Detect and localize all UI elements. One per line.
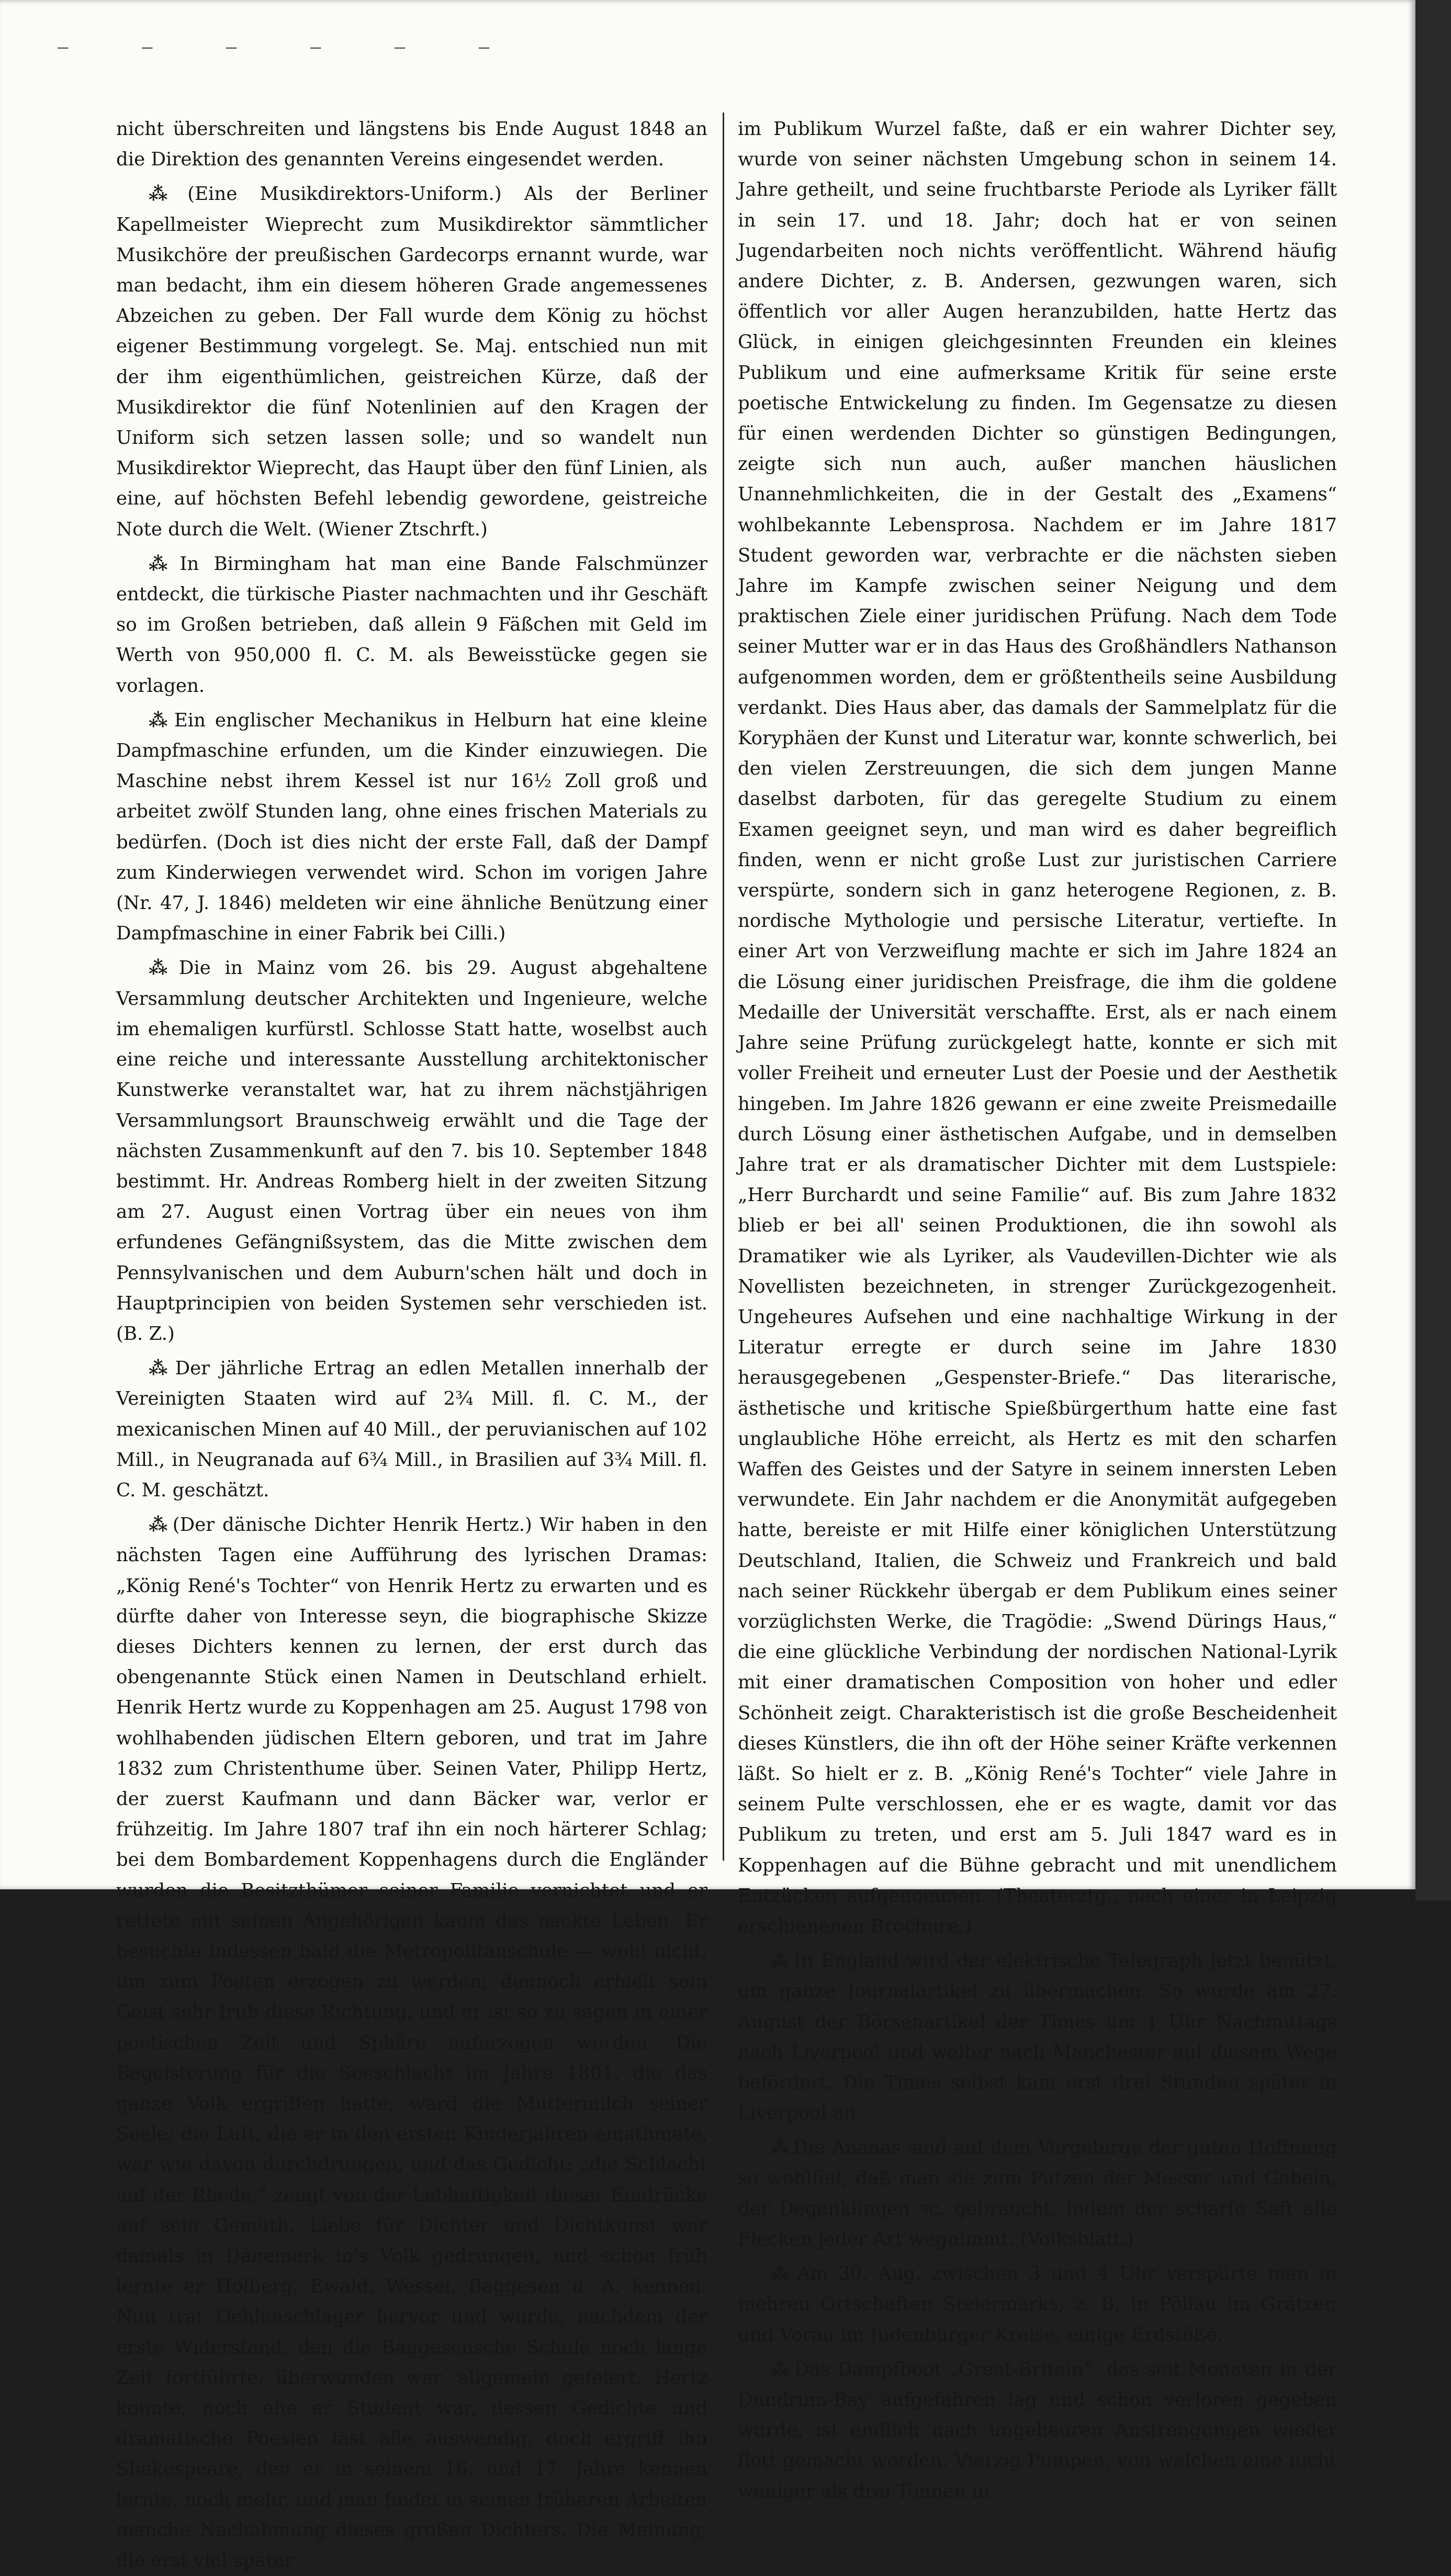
news-item — [738, 2133, 1337, 2255]
paragraph: nicht überschreiten und längstens bis Ende August 1848 an die Direktion des genannten Vereins eingesendet werden. — [116, 118, 707, 171]
news-item-text: Der jährliche Ertrag an edlen Metallen innerhalb der Vereinigten Staaten wird auf 2¾ Mill. fl. C. M., der mexicanischen Minen auf 40 Mill., der peruvianischen auf 102 Mill., in Neugranada auf 6¾ Mill., in Brasilien auf 3¾ Mill. fl. C. M. geschätzt. — [116, 1358, 707, 1501]
asterism-mark: ⁂ — [770, 2137, 789, 2159]
news-item-text: Ein englischer Mechanikus in Helburn hat eine kleine Dampfmaschine erfunden, um die Kinder einzuwiegen. Die Maschine nebst ihrem Kessel ist nur 16½ Zoll groß und arbeitet zwölf Stunden lang, ohne eines frischen Materials zu bedürfen. (Doch ist dies nicht der erste Fall, daß der Dampf zum Kinderwiegen verwendet wird. Schon im vorigen Jahre (Nr. 47, J. 1846) meldeten wir eine ähnliche Benützung einer Dampfmaschine in einer Fabrik bei Cilli.) — [116, 709, 707, 945]
asterism-mark: ⁂ — [770, 2263, 793, 2285]
news-item — [116, 1353, 707, 1506]
asterism-mark: ⁂ — [149, 183, 184, 205]
asterism-mark: ⁂ — [770, 1950, 790, 1972]
news-item-text: Die Ananas sind auf dem Vorgebirge der guten Hoffnung so wohlfeil, daß man sie zum Putzen der Messer und Gabeln, der Degenklingen ꝛc. gebraucht, indem der scharfe Saft alle Flecken jeder Art wegnimmt. (Volksblatt.) — [738, 2137, 1337, 2250]
asterism-mark: ⁂ — [149, 553, 176, 575]
news-item-text: (Der dänische Dichter Henrik Hertz.) Wir haben in den nächsten Tagen eine Aufführung des lyrischen Dramas: „König René's Tochter“ von Henrik Hertz zu erwarten und es dürfte daher von Interesse seyn, die biographische Skizze dieses Dichters kennen zu lernen, der erst durch das obengenannte Stück einen Namen in Deutschland erhielt. Henrik Hertz wurde zu Koppenhagen am 25. August 1798 von wohlhabenden jüdischen Eltern geboren, und trat im Jahre 1832 zum Christenthume über. Seinen Vater, Philipp Hertz, der zuerst Kaufmann und dann Bäcker war, verlor er frühzeitig. Im Jahre 1807 traf ihn ein noch härterer Schlag; bei dem Bombardement Koppenhagens durch die Engländer wurden die Besitzthümer seiner Familie vernichtet und er rettete mit seinen Angehörigen kaum das nackte Leben. Er besuchte indessen bald die Metropolitanschule — wohl nicht, um zum Poeten erzogen zu werden; dennoch erhielt sein Geist sehr früh diese Richtung, und er ist so zu sagen in einer poetischen Zeit und Sphäre auferzogen worden. Die Begeisterung für die Seeschlacht im Jahre 1801, die das ganze Volk ergriffen hatte, ward die Muttermilch seiner Seele; die Luft, die er in den ersten Kinderjahren einathmete, war wie davon durchdrungen, und das Gedicht: „die Schlacht auf der Rhede,“ zeugt von der Lebhaftigkeit dieser Eindrücke auf sein Gemüth. Liebe für Dichter und Dichtkunst war damals in Dänemark in's Volk gedrungen, und schon früh lernte er Holberg, Ewald, Wessel, Baggesen u. A. kennen. Nun trat Oehlenschläger hervor und wurde, nachdem der erste Widerstand, den die Baggesensche Schule noch lange Zeit fortführte, überwunden war, allgemein gefeiert. Hertz konnte, noch ehe er Student war, dessen Gedichte und dramatische Poesien fast alle auswendig; doch ergriff ihn Shakespeare, den er in seinem 16. und 17. Jahre kennen lernte, noch mehr, und man findet in seinen früheren Arbeiten manche Nachahmung dieses großen Dichters. Die Meinung, die erst viel später — [116, 1514, 707, 2572]
news-item-text: Die in Mainz vom 26. bis 29. August abgehaltene Versammlung deutscher Architekten und Ingenieure, welche im ehemaligen kurfürstl. Schlosse Statt hatte, woselbst auch eine reiche und interessante Ausstellung architektonischer Kunstwerke veranstaltet war, hat zu ihrem nächstjährigen Versammlungsort Braunschweig erwählt und die Tage der nächsten Zusammenkunft auf den 7. bis 10. September 1848 bestimmt. Hr. Andreas Romberg hielt in der zweiten Sitzung am 27. August einen Vortrag über ein neues von ihm erfundenes Gefängnißsystem, das die Mitte zwischen dem Pennsylvanischen und dem Auburn'schen hält und doch in Hauptprincipien von beiden Systemen sehr verschieden ist. (B. Z.) — [116, 957, 707, 1345]
news-item-text: In England wird der elektrische Telegraph jetzt benützt, um ganze Journalartikel zu übermachen. So wurde am 27. August der Börsenartikel der Times um 1 Uhr Nachmittags nach Liverpool und weiter nach Manchester auf diesem Wege befördert. Die Times selbst kam erst drei Stunden später in Liverpool an. — [738, 1950, 1337, 2124]
scan-border — [1415, 0, 1451, 1900]
asterism-mark: ⁂ — [149, 1358, 171, 1380]
news-item — [116, 549, 707, 701]
news-item — [116, 953, 707, 1349]
news-item — [116, 179, 707, 544]
news-item — [738, 1946, 1337, 2129]
asterism-mark: ⁂ — [149, 709, 170, 731]
news-item-text: (Eine Musikdirektors-Uniform.) Als der Berliner Kapellmeister Wieprecht zum Musikdirektor sämmtlicher Musikchöre der preußischen Gardecorps ernannt wurde, war man bedacht, ihm ein diesem höheren Grade angemessenes Abzeichen zu geben. Der Fall wurde dem König zu höchst eigener Bestimmung vorgelegt. Se. Maj. entschied nun mit der ihm eigenthümlichen, geistreichen Kürze, daß der Musikdirektor die fünf Notenlinien auf den Kragen der Uniform sich setzen lassen solle; und so wandelt nun Musikdirektor Wieprecht, das Haupt über den fünf Linien, als eine, auf höchsten Befehl lebendig gewordene, geistreiche Note durch die Welt. (Wiener Ztschrft.) — [116, 183, 707, 540]
asterism-mark: ⁂ — [770, 2358, 790, 2380]
asterism-mark: ⁂ — [149, 1514, 168, 1536]
news-item-text: Am 30. Aug. zwischen 3 und 4 Uhr verspürte man in mehren Ortschaften Steiermarks, z. B. in Pöllau im Grätzer, und Vorau im Judenburger Kreise, einige Erdstöße. — [738, 2263, 1337, 2346]
news-item — [116, 1510, 707, 2576]
news-item-text: In Birmingham hat man eine Bande Falschmünzer entdeckt, die türkische Piaster nachmachten und ihr Geschäft so im Großen betrieben, daß allein 9 Fäßchen mit Geld im Werth von 950,000 fl. C. M. als Beweisstücke gegen sie vorlagen. — [116, 553, 707, 697]
news-item — [116, 705, 707, 949]
paragraph: im Publikum Wurzel faßte, daß er ein wahrer Dichter sey, wurde von seiner nächsten Umgebung schon in seinem 14. Jahre getheilt, und seine fruchtbarste Periode als Lyriker fällt in sein 17. und 18. Jahr; doch hat er von seinen Jugendarbeiten noch nichts veröffentlicht. Während häufig andere Dichter, z. B. Andersen, gezwungen waren, sich öffentlich vor aller Augen heranzubilden, hatte Hertz das Glück, in einigen gleichgesinnten Freunden ein kleines Publikum und eine aufmerksame Kritik für seine erste poetische Entwickelung zu finden. Im Gegensatze zu diesen für einen werdenden Dichter so günstigen Bedingungen, zeigte sich nun auch, außer manchen häuslichen Unannehmlichkeiten, die in der Gestalt des „Examens“ wohlbekannte Lebensprosa. Nachdem er im Jahre 1817 Student geworden war, verbrachte er die nächsten sieben Jahre im Kampfe zwischen seiner Neigung und dem praktischen Ziele einer juridischen Prüfung. Nach dem Tode seiner Mutter war er in das Haus des Großhändlers Nathanson aufgenommen worden, dem er größtentheils seine Ausbildung verdankt. Dies Haus aber, das damals der Sammelplatz für die Koryphäen der Kunst und Literatur war, konnte schwerlich, bei den vielen Zerstreuungen, die sich dem jungen Manne daselbst darboten, für das geregelte Studium zu einem Examen geeignet seyn, und man wird es daher begreiflich finden, wenn er nicht große Lust zur juristischen Carriere verspürte, sondern sich in ganz heterogene Regionen, z. B. nordische Mythologie und persische Literatur, vertiefte. In einer Art von Verzweiflung machte er sich im Jahre 1824 an die Lösung einer juridischen Preisfrage, die ihm die goldene Medaille der Universität verschaffte. Erst, als er nach einem Jahre seine Prüfung zurückgelegt hatte, konnte er sich mit voller Freiheit und erneuter Lust der Poesie und der Aesthetik hingeben. Im Jahre 1826 gewann er eine zweite Preismedaille durch Lösung einer ästhetischen Aufgabe, und in demselben Jahre trat er als dramatischer Dichter mit dem Lustspiele: „Herr Burchardt und seine Familie“ auf. Bis zum Jahre 1832 blieb er bei all' seinen Produktionen, die ihn sowohl als Dramatiker wie als Lyriker, als Vaudevillen-Dichter wie als Novellisten bezeichneten, in strenger Zurückgezogenheit. Ungeheures Aufsehen und eine nachhaltige Wirkung in der Literatur erregte er durch seine im Jahre 1830 herausgegebenen „Gespenster-Briefe.“ Das literarische, ästhetische und kritische Spießbürgerthum hatte eine fast unglaubliche Höhe erreicht, als Hertz es mit den scharfen Waffen des Geistes und der Satyre in seinem innersten Leben verwundete. Ein Jahr nachdem er die Anonymität aufgegeben hatte, bereiste er mit Hilfe einer königlichen Unterstützung Deutschland, Italien, die Schweiz und Frankreich und bald nach seiner Rückkehr übergab er dem Publikum eines seiner vorzüglichsten Werke, die Tragödie: „Swend Dürings Haus,“ die eine glückliche Verbindung der nordischen National-Lyrik mit einer dramatischen Composition von hoher und edler Schönheit zeigt. Charakteristisch ist die große Bescheidenheit dieses Künstlers, die ihn oft der Höhe seiner Kräfte verkennen läßt. So hielt er z. B. „König René's Tochter“ viele Jahre in seinem Pulte verschlossen, ehe er es wagte, damit vor das Publikum zu treten, und erst am 5. Juli 1847 ward es in Koppenhagen auf die Bühne gebracht und mit unendlichem Entzücken aufgenommen. (Theaterztg., nach einer in Leipzig erschienenen Brochure.) — [738, 118, 1337, 1937]
right-column — [738, 114, 1337, 2502]
left-column — [116, 114, 707, 2572]
news-item — [738, 2259, 1337, 2350]
asterism-mark: ⁂ — [149, 957, 175, 979]
news-item-text: Das Dampfboot „Great-Britain“, das seit Monaten in der Dundrum-Bay aufgefahren lag und schon verloren gegeben wurde, ist endlich nach ungeheuren Anstrengungen wieder flott gemacht worden. Vierzig Pumpen, von welchen eine nicht weniger als drei Tonnen in — [738, 2358, 1337, 2502]
header-marks: – – – – – – — [58, 37, 521, 58]
column-divider — [723, 113, 724, 1861]
news-item — [738, 2355, 1337, 2507]
